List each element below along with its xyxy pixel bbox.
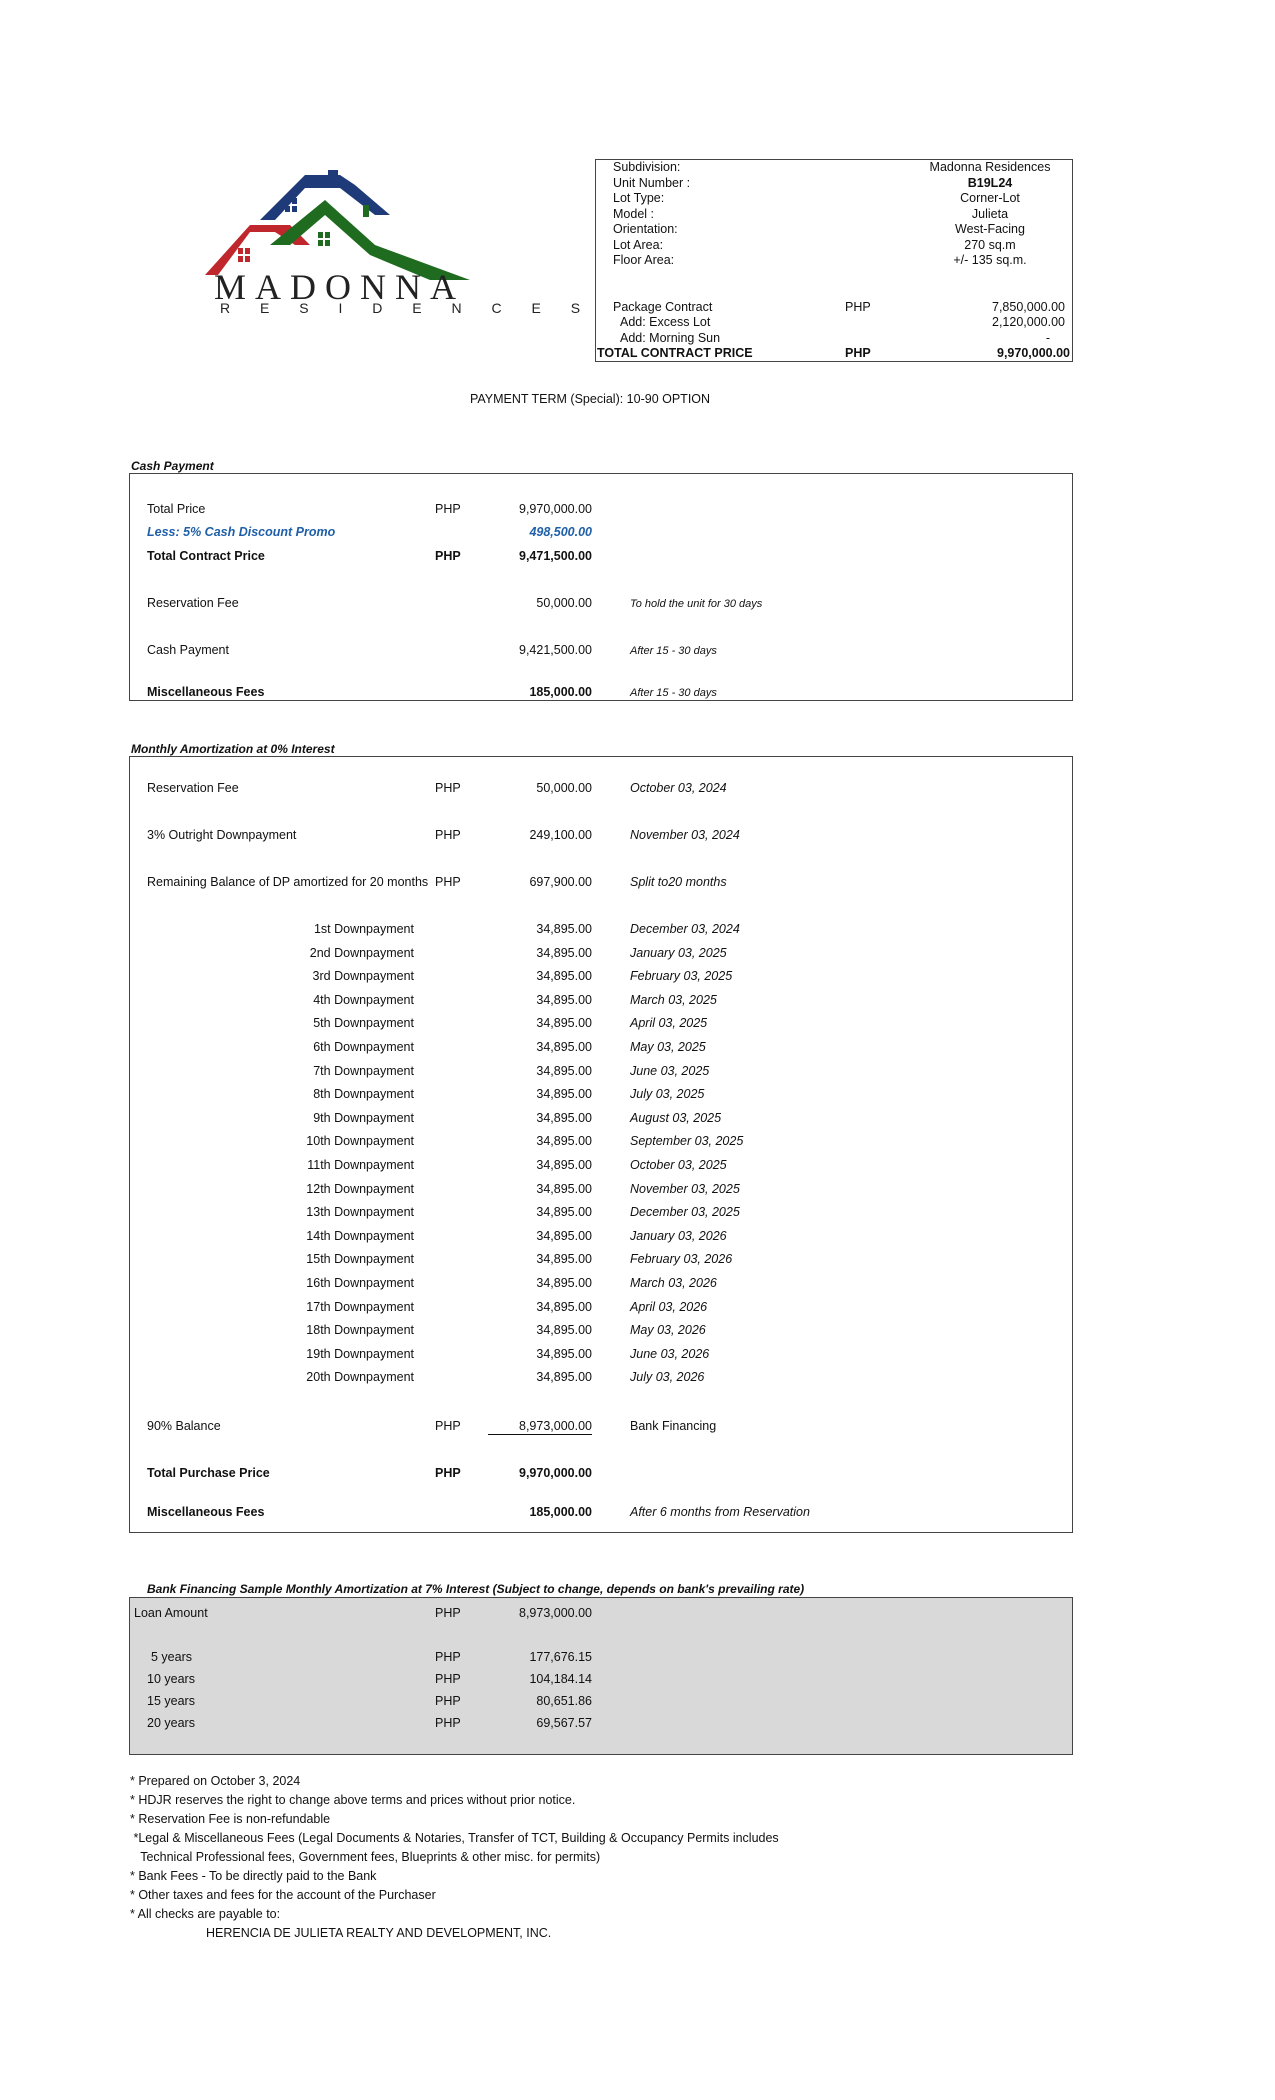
cash-discount-value: 498,500.00 — [529, 525, 592, 539]
info-label: Lot Area: — [613, 237, 664, 252]
note-line: * Reservation Fee is non-refundable — [130, 1812, 331, 1826]
note-line: * Prepared on October 3, 2024 — [130, 1774, 301, 1788]
info-value: Julieta — [971, 206, 1009, 221]
bank-term-value: 177,676.15 — [529, 1650, 592, 1664]
morning-sun-label: Add: Morning Sun — [620, 331, 721, 345]
downpayment-label: 14th Downpayment — [306, 1228, 414, 1243]
total-contract-price-value: 9,970,000.00 — [997, 346, 1070, 360]
downpayment-value: 34,895.00 — [536, 1016, 592, 1031]
downpayment-date: June 03, 2026 — [630, 1346, 710, 1361]
bank-term-label: 5 years — [151, 1650, 192, 1664]
info-value: +/- 135 sq.m. — [953, 253, 1027, 267]
downpayment-label: 7th Downpayment — [313, 1063, 414, 1078]
monthly-reservation-date: October 03, 2024 — [630, 781, 727, 795]
downpayment-value: 34,895.00 — [536, 1205, 592, 1220]
downpayment-date: January 03, 2026 — [630, 1228, 727, 1243]
payee-name: HERENCIA DE JULIETA REALTY AND DEVELOPMENT, INC. — [206, 1926, 552, 1940]
package-contract-label: Package Contract — [613, 300, 713, 314]
downpayment-date: May 03, 2026 — [630, 1323, 706, 1338]
balance-label: 90% Balance — [147, 1419, 221, 1433]
cash-reservation-value: 50,000.00 — [536, 596, 592, 610]
downpayment-date: October 03, 2025 — [630, 1158, 727, 1172]
cash-tcp-value: 9,471,500.00 — [519, 549, 592, 563]
bank-term-currency: PHP — [435, 1716, 461, 1730]
info-label: Floor Area: — [613, 253, 675, 267]
downpayment-value: 34,895.00 — [536, 1110, 592, 1125]
cash-reservation-label: Reservation Fee — [147, 596, 239, 610]
cash-total-price-label: Total Price — [147, 502, 206, 516]
loan-amount-currency: PHP — [435, 1606, 461, 1620]
downpayment-value: 34,895.00 — [536, 922, 592, 936]
outright-dp-label: 3% Outright Downpayment — [147, 828, 297, 842]
cash-payment-heading: Cash Payment — [131, 459, 214, 473]
downpayment-label: 2nd Downpayment — [309, 945, 414, 960]
balance-currency: PHP — [435, 1419, 461, 1433]
bank-term-label: 10 years — [147, 1672, 195, 1686]
cash-discount-label: Less: 5% Cash Discount Promo — [147, 525, 336, 539]
downpayment-date: May 03, 2025 — [630, 1040, 706, 1054]
downpayment-label: 19th Downpayment — [306, 1346, 414, 1361]
note-line: * All checks are payable to: — [130, 1907, 281, 1921]
bank-term-currency: PHP — [435, 1694, 461, 1708]
downpayment-date: February 03, 2025 — [630, 969, 733, 984]
info-value: Madonna Residences — [929, 160, 1051, 174]
downpayment-value: 34,895.00 — [536, 1228, 592, 1243]
downpayment-date: November 03, 2025 — [630, 1181, 740, 1196]
monthly-misc-value: 185,000.00 — [529, 1505, 592, 1519]
info-value: West-Facing — [955, 222, 1025, 236]
total-purchase-price-currency: PHP — [435, 1466, 461, 1480]
downpayment-date: December 03, 2025 — [630, 1205, 740, 1220]
cash-total-price-currency: PHP — [435, 502, 461, 516]
downpayment-value: 34,895.00 — [536, 1323, 592, 1338]
info-label: Lot Type: — [613, 191, 665, 205]
downpayment-date: January 03, 2025 — [630, 945, 727, 960]
downpayment-label: 6th Downpayment — [313, 1040, 414, 1054]
package-contract-currency: PHP — [845, 300, 871, 314]
downpayment-value: 34,895.00 — [536, 1346, 592, 1361]
downpayment-date: March 03, 2026 — [630, 1276, 717, 1290]
info-label: Orientation: — [613, 222, 678, 236]
balance-value: 8,973,000.00 — [488, 1419, 592, 1435]
cash-payment-box — [129, 473, 1073, 701]
cash-tcp-label: Total Contract Price — [147, 549, 265, 563]
downpayment-value: 34,895.00 — [536, 1252, 592, 1267]
payment-term-title: PAYMENT TERM (Special): 10-90 OPTION — [469, 392, 711, 406]
note-line: Technical Professional fees, Government fees, Blueprints & other misc. for permits) — [130, 1850, 601, 1864]
package-contract-value: 7,850,000.00 — [992, 300, 1065, 314]
cash-misc-label: Miscellaneous Fees — [147, 685, 265, 699]
downpayment-value: 34,895.00 — [536, 1040, 592, 1054]
downpayment-value: 34,895.00 — [536, 1087, 592, 1102]
downpayment-label: 18th Downpayment — [306, 1323, 414, 1338]
bank-term-value: 80,651.86 — [536, 1694, 592, 1708]
total-purchase-price-label: Total Purchase Price — [147, 1466, 270, 1480]
downpayment-label: 8th Downpayment — [313, 1087, 414, 1102]
cash-payment-note: After 15 - 30 days — [630, 645, 717, 657]
info-label: Unit Number : — [613, 175, 691, 190]
remaining-balance-value: 697,900.00 — [529, 875, 592, 889]
excess-lot-value: 2,120,000.00 — [992, 315, 1065, 329]
monthly-reservation-label: Reservation Fee — [147, 781, 239, 795]
bank-heading: Bank Financing Sample Monthly Amortization at 7% Interest (Subject to change, depends on bank's prevailing rate) — [147, 1582, 805, 1596]
outright-dp-date: November 03, 2024 — [630, 828, 740, 842]
monthly-misc-label: Miscellaneous Fees — [147, 1505, 265, 1519]
cash-payment-value: 9,421,500.00 — [519, 643, 592, 657]
note-line: * HDJR reserves the right to change above terms and prices without prior notice. — [130, 1793, 576, 1807]
downpayment-label: 4th Downpayment — [313, 992, 414, 1007]
outright-dp-currency: PHP — [435, 828, 461, 842]
downpayment-date: April 03, 2025 — [630, 1016, 708, 1031]
excess-lot-label: Add: Excess Lot — [620, 315, 711, 329]
note-line: * Other taxes and fees for the account of the Purchaser — [130, 1888, 436, 1902]
cash-misc-note: After 15 - 30 days — [630, 687, 717, 699]
info-label: Subdivision: — [613, 160, 681, 174]
note-line: * Bank Fees - To be directly paid to the Bank — [130, 1869, 377, 1883]
downpayment-label: 1st Downpayment — [313, 922, 414, 936]
downpayment-date: June 03, 2025 — [630, 1063, 710, 1078]
morning-sun-value: - — [1045, 331, 1050, 345]
monthly-misc-note: After 6 months from Reservation — [630, 1505, 810, 1519]
downpayment-value: 34,895.00 — [536, 992, 592, 1007]
downpayment-label: 9th Downpayment — [313, 1110, 414, 1125]
downpayment-value: 34,895.00 — [536, 1276, 592, 1290]
logo-subtitle: R E S I D E N C E S — [220, 300, 594, 316]
note-line: *Legal & Miscellaneous Fees (Legal Documents & Notaries, Transfer of TCT, Building & Occupancy Permits includes — [130, 1831, 779, 1845]
downpayment-value: 34,895.00 — [536, 1134, 592, 1149]
downpayment-date: July 03, 2026 — [630, 1370, 705, 1385]
logo-name: MADONNA — [214, 267, 465, 307]
downpayment-label: 5th Downpayment — [313, 1016, 414, 1031]
downpayment-date: September 03, 2025 — [630, 1134, 744, 1149]
remaining-balance-label: Remaining Balance of DP amortized for 20 months — [147, 875, 429, 889]
bank-term-value: 69,567.57 — [536, 1716, 592, 1730]
bank-term-currency: PHP — [435, 1650, 461, 1664]
cash-misc-value: 185,000.00 — [529, 685, 592, 699]
total-contract-price-currency: PHP — [845, 346, 871, 360]
house-roof-logo-icon — [200, 170, 480, 280]
info-value: Corner-Lot — [960, 191, 1020, 205]
balance-note: Bank Financing — [630, 1419, 717, 1433]
cash-reservation-note: To hold the unit for 30 days — [630, 598, 763, 610]
downpayment-label: 16th Downpayment — [306, 1276, 414, 1290]
downpayment-label: 3rd Downpayment — [312, 969, 414, 984]
info-value: 270 sq.m — [964, 237, 1016, 252]
downpayment-date: March 03, 2025 — [630, 992, 717, 1007]
downpayment-value: 34,895.00 — [536, 945, 592, 960]
downpayment-label: 12th Downpayment — [306, 1181, 414, 1196]
bank-box — [129, 1597, 1073, 1755]
remaining-balance-currency: PHP — [435, 875, 461, 889]
remaining-balance-note: Split to20 months — [630, 875, 727, 889]
downpayment-label: 15th Downpayment — [306, 1252, 414, 1267]
bank-term-value: 104,184.14 — [529, 1672, 592, 1686]
downpayment-value: 34,895.00 — [536, 1181, 592, 1196]
downpayment-date: April 03, 2026 — [630, 1299, 708, 1314]
total-purchase-price-value: 9,970,000.00 — [519, 1466, 592, 1480]
downpayment-value: 34,895.00 — [536, 1370, 592, 1385]
downpayment-date: July 03, 2025 — [630, 1087, 705, 1102]
cash-tcp-currency: PHP — [435, 549, 461, 563]
downpayment-label: 17th Downpayment — [306, 1299, 414, 1314]
downpayment-date: August 03, 2025 — [630, 1110, 722, 1125]
bank-term-currency: PHP — [435, 1672, 461, 1686]
downpayment-date: December 03, 2024 — [630, 922, 740, 936]
cash-payment-label: Cash Payment — [147, 643, 229, 657]
info-value: B19L24 — [967, 175, 1013, 190]
downpayment-value: 34,895.00 — [536, 1158, 592, 1172]
monthly-reservation-currency: PHP — [435, 781, 461, 795]
info-label: Model : — [613, 206, 654, 221]
bank-term-label: 15 years — [147, 1694, 195, 1708]
downpayment-label: 13th Downpayment — [306, 1205, 414, 1220]
monthly-reservation-value: 50,000.00 — [536, 781, 592, 795]
downpayment-value: 34,895.00 — [536, 969, 592, 984]
downpayment-label: 20th Downpayment — [306, 1370, 414, 1385]
downpayment-label: 10th Downpayment — [306, 1134, 414, 1149]
cash-total-price-value: 9,970,000.00 — [519, 502, 592, 516]
bank-term-label: 20 years — [147, 1716, 195, 1730]
downpayment-date: February 03, 2026 — [630, 1252, 733, 1267]
downpayment-label: 11th Downpayment — [307, 1158, 414, 1172]
loan-amount-label: Loan Amount — [134, 1606, 208, 1620]
monthly-heading: Monthly Amortization at 0% Interest — [131, 742, 335, 756]
loan-amount-value: 8,973,000.00 — [519, 1606, 592, 1620]
outright-dp-value: 249,100.00 — [529, 828, 592, 842]
total-contract-price-label: TOTAL CONTRACT PRICE — [597, 346, 753, 360]
downpayment-value: 34,895.00 — [536, 1299, 592, 1314]
downpayment-value: 34,895.00 — [536, 1063, 592, 1078]
